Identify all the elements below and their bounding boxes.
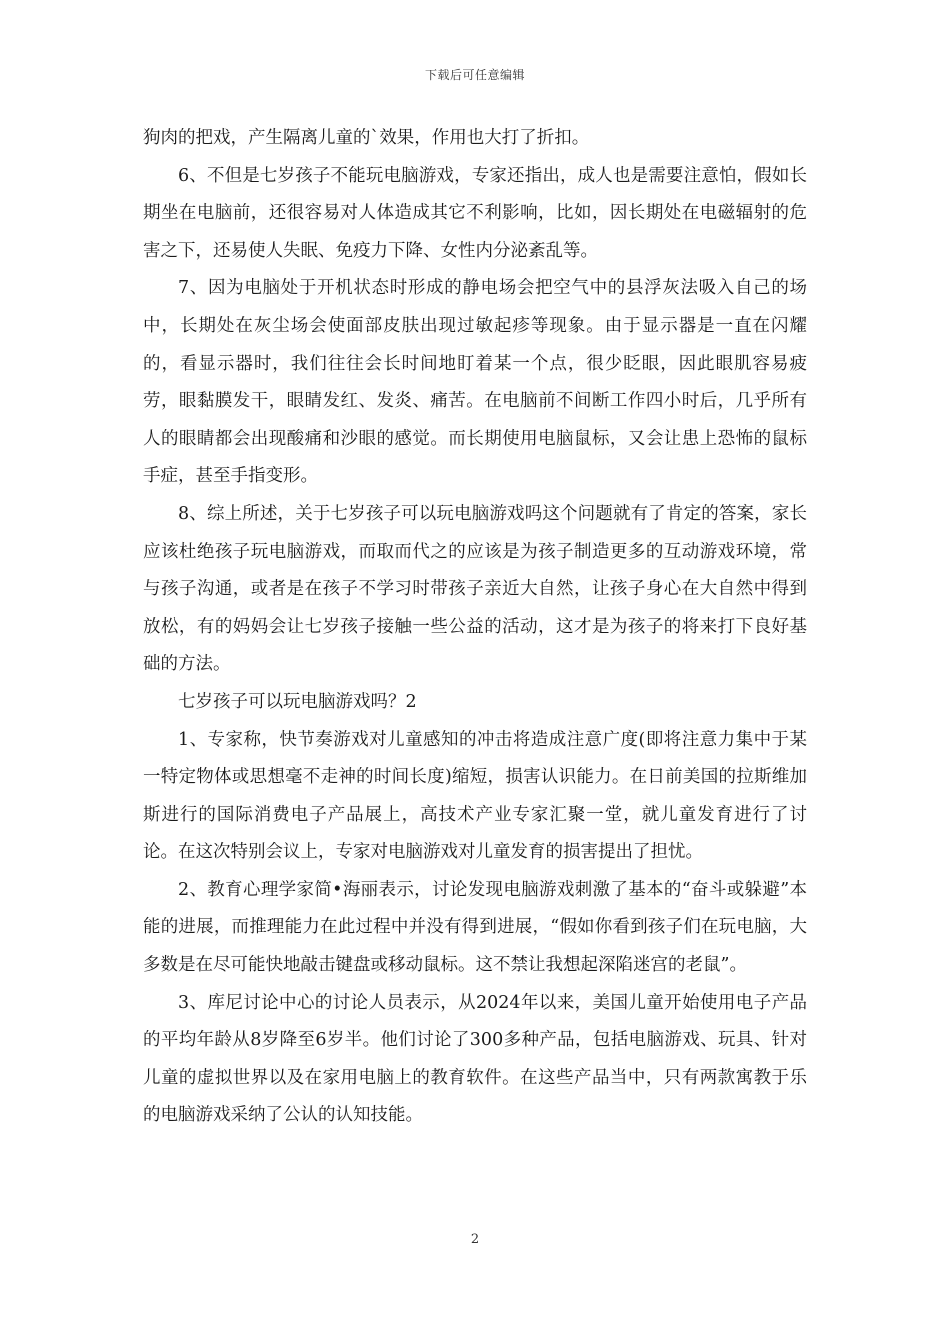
paragraph: 3、库尼讨论中心的讨论人员表示，从2024年以来，美国儿童开始使用电子产品的平均年龄从8岁降至6岁半。他们讨论了300多种产品，包括电脑游戏、玩具、针对儿童的虚拟世界以及在家用电脑上的教育软件。在这些产品当中，只有两款寓教于乐的电脑游戏采纳了公认的认知技能。 [143,992,807,1126]
document-body [143,120,807,1135]
paragraph: 8、综上所述，关于七岁孩子可以玩电脑游戏吗这个问题就有了肯定的答案，家长应该杜绝孩子玩电脑游戏，而取而代之的应该是为孩子制造更多的互动游戏环境，常与孩子沟通，或者是在孩子不学习时带孩子亲近大自然，让孩子身心在大自然中得到放松，有的妈妈会让七岁孩子接触一些公益的活动，这才是为孩子的将来打下良好基础的方法。 [143,503,807,675]
section-heading: 七岁孩子可以玩电脑游戏吗？2 [178,691,417,712]
paragraph: 6、不但是七岁孩子不能玩电脑游戏，专家还指出，成人也是需要注意怕，假如长期坐在电脑前，还很容易对人体造成其它不利影响，比如，因长期处在电磁辐射的危害之下，还易使人失眠、免疫力下降、女性内分泌紊乱等。 [143,165,807,261]
page-number: 2 [470,1232,480,1247]
page-header: 下载后可任意编辑 [424,68,525,82]
paragraph: 1、专家称，快节奏游戏对儿童感知的冲击将造成注意广度(即将注意力集中于某一特定物体或思想毫不走神的时间长度)缩短，损害认识能力。在日前美国的拉斯维加斯进行的国际消费电子产品展上，高技术产业专家汇聚一堂，就儿童发育进行了讨论。在这次特别会议上，专家对电脑游戏对儿童发育的损害提出了担忧。 [143,729,807,863]
paragraph: 狗肉的把戏，产生隔离儿童的`效果，作用也大打了折扣。 [143,128,590,148]
paragraph: 2、教育心理学家简•海丽表示，讨论发现电脑游戏刺激了基本的“奋斗或躲避”本能的进展，而推理能力在此过程中并没有得到进展，“假如你看到孩子们在玩电脑，大多数是在尽可能快地敲击键盘或移动鼠标。这不禁让我想起深陷迷宫的老鼠”。 [143,879,807,976]
paragraph: 7、因为电脑处于开机状态时形成的静电场会把空气中的县浮灰法吸入自己的场中，长期处在灰尘场会使面部皮肤出现过敏起疹等现象。由于显示器是一直在闪耀的，看显示器时，我们往往会长时间地盯着某一个点，很少眨眼，因此眼肌容易疲劳，眼黏膜发干，眼睛发红、发炎、痛苦。在电脑前不间断工作四小时后，几乎所有人的眼睛都会出现酸痛和沙眼的感觉。而长期使用电脑鼠标，又会让患上恐怖的鼠标手症，甚至手指变形。 [143,278,807,487]
